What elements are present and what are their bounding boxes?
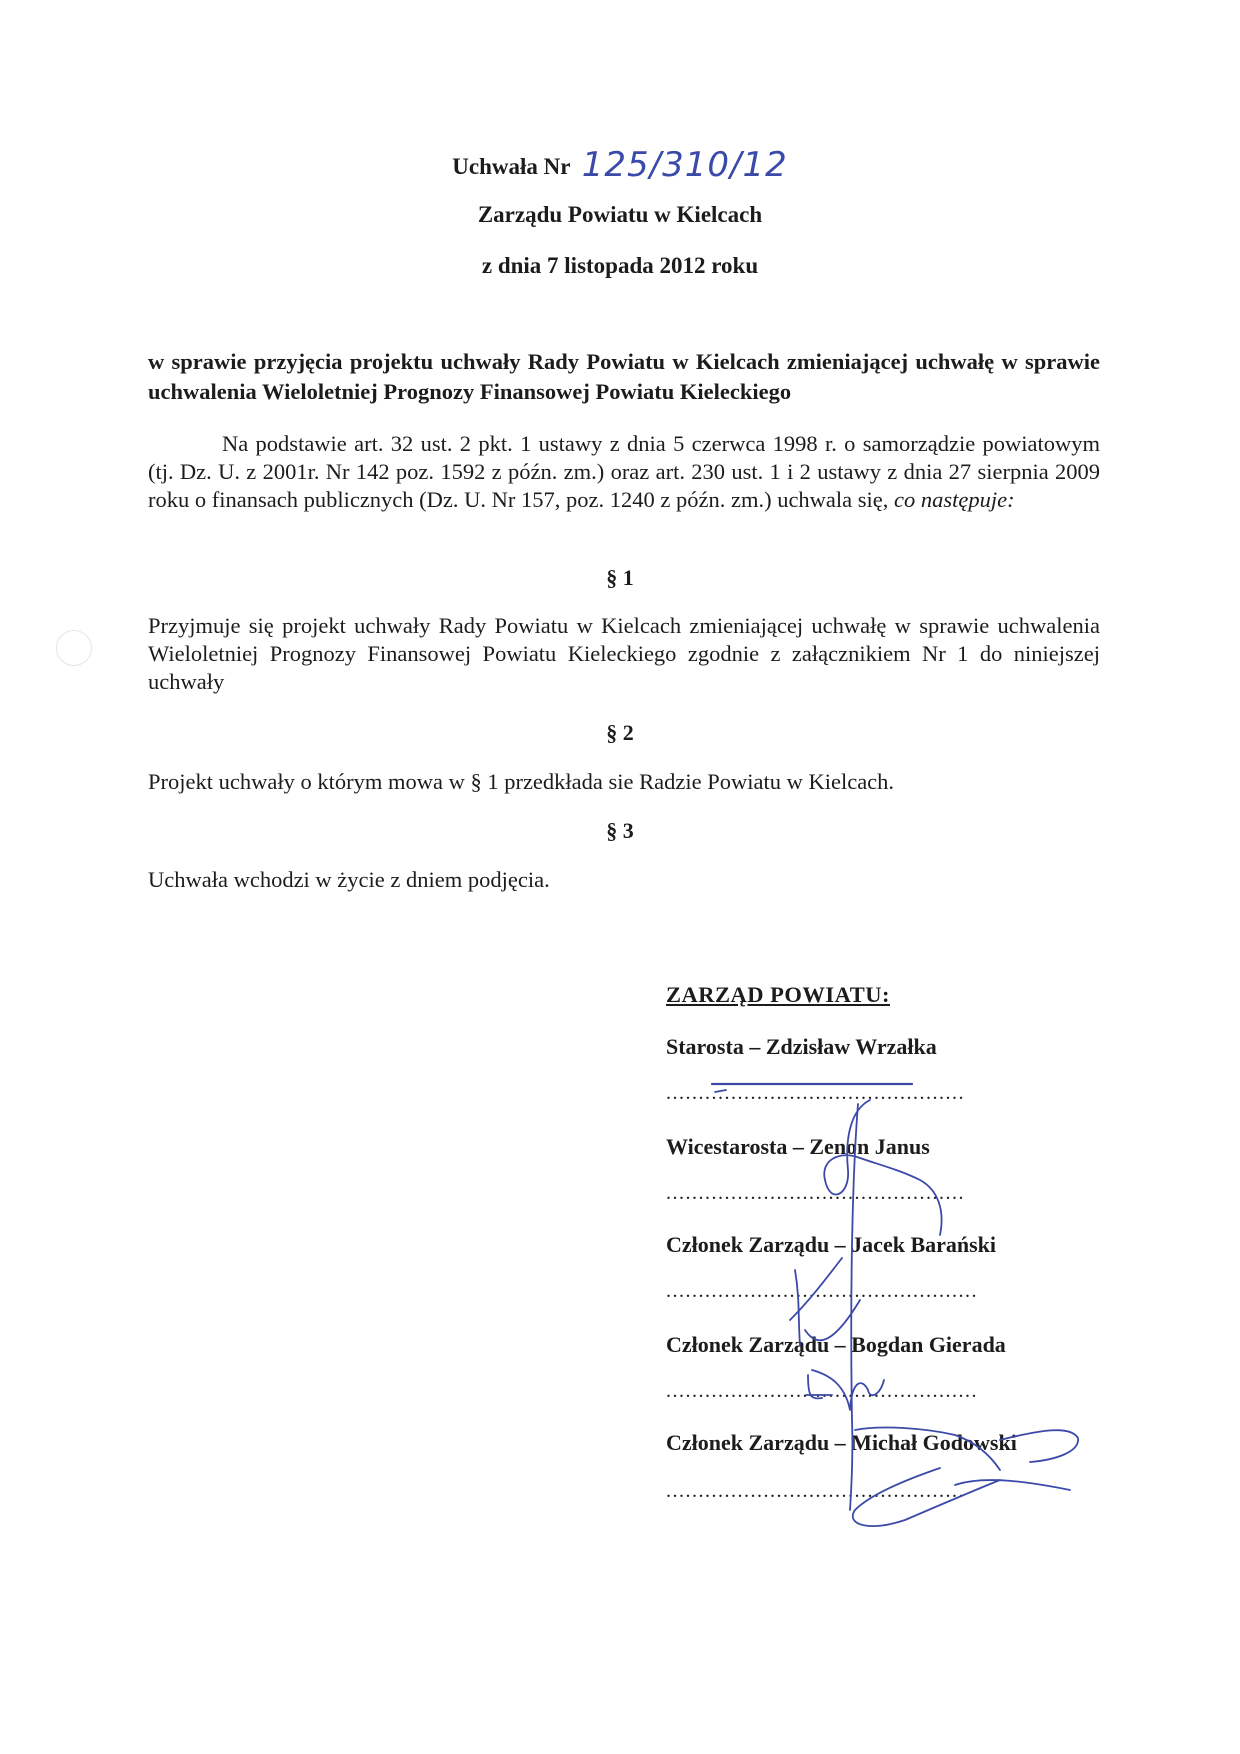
punch-hole-mark xyxy=(56,630,92,666)
resolution-subject: w sprawie przyjęcia projektu uchwały Rady Powiatu w Kielcach zmieniającej uchwałę w sprawie uchwalenia Wieloletniej Prognozy Finansowej Powiatu Kieleckiego xyxy=(148,349,1100,404)
preamble-text: Na podstawie art. 32 ust. 2 pkt. 1 ustawy z dnia 5 czerwca 1998 r. o samorządzie powiatowym (tj. Dz. U. z 2001r. Nr 142 poz. 1592 z późn. zm.) oraz art. 230 ust. 1 i 2 ustawy z dnia 27 sierpnia 2009 roku o finansach publicznych (Dz. U. Nr 157, poz. 1240 z późn. zm.) uchwala się, xyxy=(148,431,1100,512)
preamble-closing: co następuje: xyxy=(894,487,1015,512)
member-2-label: Wicestarosta – Zenon Janus xyxy=(666,1134,930,1159)
title-prefix: Uchwała Nr xyxy=(452,154,571,179)
board-heading: ZARZĄD POWIATU: xyxy=(666,982,890,1007)
paragraph-2-mark: § 2 xyxy=(606,720,634,745)
handwritten-resolution-number: 125/310/12 xyxy=(581,145,788,185)
signature-stroke-3 xyxy=(824,1100,941,1235)
paragraph-1-text: Przyjmuje się projekt uchwały Rady Powiatu w Kielcach zmieniającej uchwałę w sprawie uchwalenia Wieloletniej Prognozy Finansowej Powiatu Kieleckiego zgodnie z załącznikiem Nr 1 do niniejszej uchwały xyxy=(148,613,1100,694)
member-1-label: Starosta – Zdzisław Wrzałka xyxy=(666,1034,937,1059)
member-5-label: Członek Zarządu – Michał Godowski xyxy=(666,1430,1017,1455)
member-4-label: Członek Zarządu – Bogdan Gierada xyxy=(666,1332,1006,1357)
paragraph-3-text: Uchwała wchodzi w życie z dniem podjęcia. xyxy=(148,867,550,892)
member-4-signature-line: ................................................ xyxy=(666,1380,978,1402)
issuer-line: Zarządu Powiatu w Kielcach xyxy=(477,202,763,227)
date-line: z dnia 7 listopada 2012 roku xyxy=(481,253,759,278)
member-5-signature-line: .............................................. xyxy=(666,1480,965,1502)
member-1-signature-line: .............................................. xyxy=(666,1082,965,1104)
member-3-label: Członek Zarządu – Jacek Barański xyxy=(666,1232,997,1257)
member-3-signature-line: ................................................ xyxy=(666,1280,978,1302)
resolution-title xyxy=(0,145,1240,185)
paragraph-1-mark: § 1 xyxy=(606,565,634,590)
preamble xyxy=(148,430,1100,514)
paragraph-3-mark: § 3 xyxy=(606,818,634,843)
paragraph-2-text: Projekt uchwały o którym mowa w § 1 przedkłada sie Radzie Powiatu w Kielcach. xyxy=(148,769,895,794)
member-2-signature-line: .............................................. xyxy=(666,1182,965,1204)
